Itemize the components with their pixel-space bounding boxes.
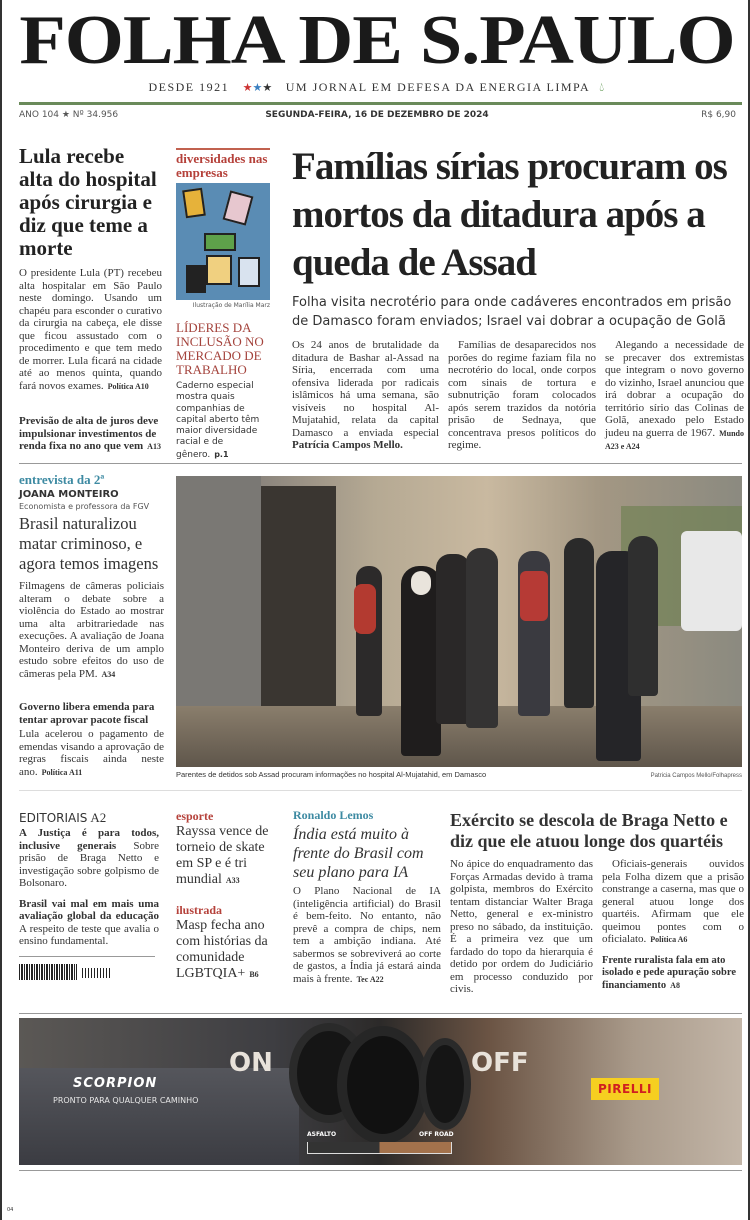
main-photo[interactable] — [176, 476, 742, 767]
section-divider — [19, 463, 742, 464]
issue-number: ANO 104 ★ Nº 34.956 — [19, 110, 119, 120]
headline[interactable]: Brasil naturalizou matar criminoso, e agora temos imagens — [19, 514, 159, 573]
slogan-text: UM JORNAL EM DEFESA DA ENERGIA LIMPA — [285, 80, 591, 94]
main-story — [292, 143, 744, 454]
photo-credit: Patricia Campos Mello/Folhapress — [650, 773, 742, 779]
left-column — [19, 145, 162, 454]
edition-date: SEGUNDA-FEIRA, 16 DE DEZEMBRO DE 2024 — [265, 110, 489, 120]
pirelli-logo: PIRELLI — [591, 1078, 659, 1100]
briefs-column — [176, 809, 280, 983]
ad-brand: SCORPION — [73, 1076, 158, 1091]
section-divider — [19, 790, 742, 791]
article-body: O presidente Lula (PT) recebeu alta hospitalar em São Paulo neste domingo. Usando um chapéu para esconder o curativo da cirurgia na cabeça, ele disse que ficou assustado com o procedimento e que tem medo de morrer. Lula ficará na cidade até ao menos quinta, quando fará novos exames. Política A10 — [19, 267, 162, 392]
illustration-credit: Ilustração de Marília Marz — [192, 302, 270, 309]
article-body: Lula acelerou o pagamento de emendas visando a aprovação de regras fiscais ainda neste ano. Política A11 — [19, 728, 164, 778]
section-label: diversidades nas empresas — [176, 151, 268, 180]
editorials: EDITORIAIS A2 A Justiça é para todos, inclusive generais Sobre prisão de Braga Netto e investigação sobre golpismo de Bolsonaro. Brasil vai mal em mais uma avaliação global da educação A respeito de teste que avalia o ensino fundamental. — [19, 810, 159, 980]
advertisement-pirelli[interactable] — [19, 1018, 742, 1165]
ad-rule — [19, 1170, 742, 1171]
interview-column — [19, 472, 164, 779]
section-label: esporte — [176, 809, 214, 823]
interviewee-role: Economista e professora da FGV — [19, 502, 150, 511]
brief-headline[interactable]: Frente ruralista fala em ato isolado e pede apuração sobre financiamento A8 — [602, 954, 736, 991]
editorial-item[interactable]: Brasil vai mal em mais uma avaliação global da educação A respeito de teste que avalia o ensino fundamental. — [19, 897, 159, 947]
exercito-article — [450, 810, 744, 996]
barcode — [19, 964, 77, 980]
main-col-1: Os 24 anos de brutalidade da ditadura de Bashar al-Assad na Síria, encerrada com uma ofensiva liderada por radicais islâmicos há uma semana, são visíveis no hospital Al-Mujatahid, relata da capital Damasco a enviada especial Patrícia Campos Mello. — [292, 339, 439, 451]
ad-slogan: PRONTO PARA QUALQUER CAMINHO — [53, 1096, 199, 1105]
section-label: ilustrada — [176, 903, 223, 917]
article-body: Filmagens de câmeras policiais alteram o debate sobre a violência do Estado ao mostrar uma alta arbitrariedade nas execuções. A avaliação de Joana Monteiro deriva de um amplo estudo sobre efeitos do uso de câmeras pela PM. A34 — [19, 580, 164, 680]
page-number: 04 — [7, 1207, 14, 1213]
stars-icon: ★★★ — [242, 82, 273, 94]
author: Patrícia Campos Mello. — [292, 439, 403, 451]
leaf-icon: 💧︎ — [599, 80, 606, 94]
price: R$ 6,90 — [701, 110, 736, 120]
article-col-1: No ápice do enquadramento das Forças Armadas devido à trama golpista, membros do Exército tentam distanciar Walter Braga Netto, general e ex-ministro preso no sábado, da instituição. É a primeira vez que um fardado do topo da hierarquia é detido por ordem do Judiciário em processo conduzido por civis. — [450, 858, 593, 995]
header-rule — [19, 102, 742, 105]
headline[interactable]: Masp fecha ano com histórias da comunidade LGBTQIA+ B6 — [176, 918, 268, 981]
headline[interactable]: Exército se descola de Braga Netto e diz que ele atuou longe dos quartéis — [450, 810, 728, 851]
ad-off-text: OFF — [471, 1048, 529, 1078]
interviewee-name: JOANA MONTEIRO — [19, 489, 119, 500]
article-lula[interactable] — [19, 145, 162, 393]
illustration-badges[interactable] — [176, 183, 270, 300]
divider — [19, 956, 155, 957]
ad-label-offroad: OFF ROAD — [419, 1131, 454, 1138]
barcode-area — [19, 964, 159, 980]
since-text: DESDE 1921 — [148, 80, 230, 94]
headline[interactable]: LÍDERES DA INCLUSÃO NO MERCADO DE TRABALHO — [176, 320, 264, 377]
ad-on-text: ON — [229, 1048, 273, 1078]
headline[interactable]: Índia está muito à frente do Brasil com seu plano para IA — [293, 826, 424, 881]
article-col-2: Oficiais-generais ouvidos pela Folha dizem que a prisão constrange a caserna, mas que o general atuou longe dos quartéis. Afirmam que ele queimou pontes com o oficialato. Política A6 — [602, 858, 744, 945]
diversidade-column — [176, 148, 274, 461]
editorial-item[interactable]: A Justiça é para todos, inclusive generais Sobre prisão de Braga Netto e investigação sobre golpismo de Bolsonaro. — [19, 827, 159, 889]
article-body: Caderno especial mostra quais companhias de capital aberto têm maior diversidade racial e de gênero. p.1 — [176, 381, 260, 460]
article-body: O Plano Nacional de IA (inteligência artificial) do Brasil é bem-feito. No entanto, não prevê a compra de chips, nem tem a ambição indiana. Até sabermos se sobreviverá ao corte de gastos, a Índia já estará ainda mais à frente. Tec A22 — [293, 885, 441, 985]
main-headline[interactable]: Famílias sírias procuram os mortos da ditadura após a queda de Assad — [292, 145, 727, 284]
headline[interactable]: Lula recebe alta do hospital após cirurgia e diz que teme a morte — [19, 144, 157, 260]
barcode-addon — [82, 968, 110, 978]
main-col-2: Famílias de desaparecidos nos porões do regime faziam fila no necrotério do local, onde corpos com sinais de tortura e subnutrição foram colocados após serem trazidos da notória prisão de Sednaya, que concentrava presos políticos do regime. — [448, 339, 596, 451]
headline[interactable]: Governo libera emenda para tentar aprovar pacote fiscal — [19, 701, 155, 726]
section-ref: Política A10 — [107, 381, 149, 391]
main-subhead: Folha visita necrotério para onde cadáveres encontrados em prisão de Damasco foram enviados; Israel vai dobrar a ocupação de Golã — [292, 295, 732, 329]
article-juros[interactable]: Previsão de alta de juros deve impulsionar investimentos de renda fixa no ano que vem A13 — [19, 415, 161, 452]
main-col-3: Alegando a necessidade de se precaver dos extremistas que integram o novo governo do vizinho, Israel anunciou que irá dobrar a ocupação do território sírio das Colinas de Golã, anexado pelo Estado judeu na guerra de 1967. Mundo A23 e A24 — [605, 339, 744, 451]
ad-rule — [19, 1013, 742, 1014]
columnist-name: Ronaldo Lemos — [293, 808, 374, 822]
column-article — [293, 808, 441, 986]
photo-caption-row — [176, 770, 742, 779]
section-label: entrevista da 2ª — [19, 472, 105, 487]
headline[interactable]: Previsão de alta de juros deve impulsionar investimentos de renda fixa no ano que vem — [19, 415, 159, 452]
photo-caption: Parentes de detidos sob Assad procuram informações no hospital Al-Mujatahid, em Damasco — [176, 770, 487, 779]
ad-scale — [307, 1142, 452, 1154]
tagline — [2, 80, 750, 95]
headline[interactable]: Rayssa vence de torneio de skate em SP e é tri mundial A33 — [176, 824, 269, 887]
masthead-logo: FOLHA DE S.PAULO — [19, 1, 735, 79]
section-label: EDITORIAIS — [19, 811, 88, 825]
section-rule — [176, 148, 270, 150]
ad-label-asfalto: ASFALTO — [307, 1131, 337, 1138]
